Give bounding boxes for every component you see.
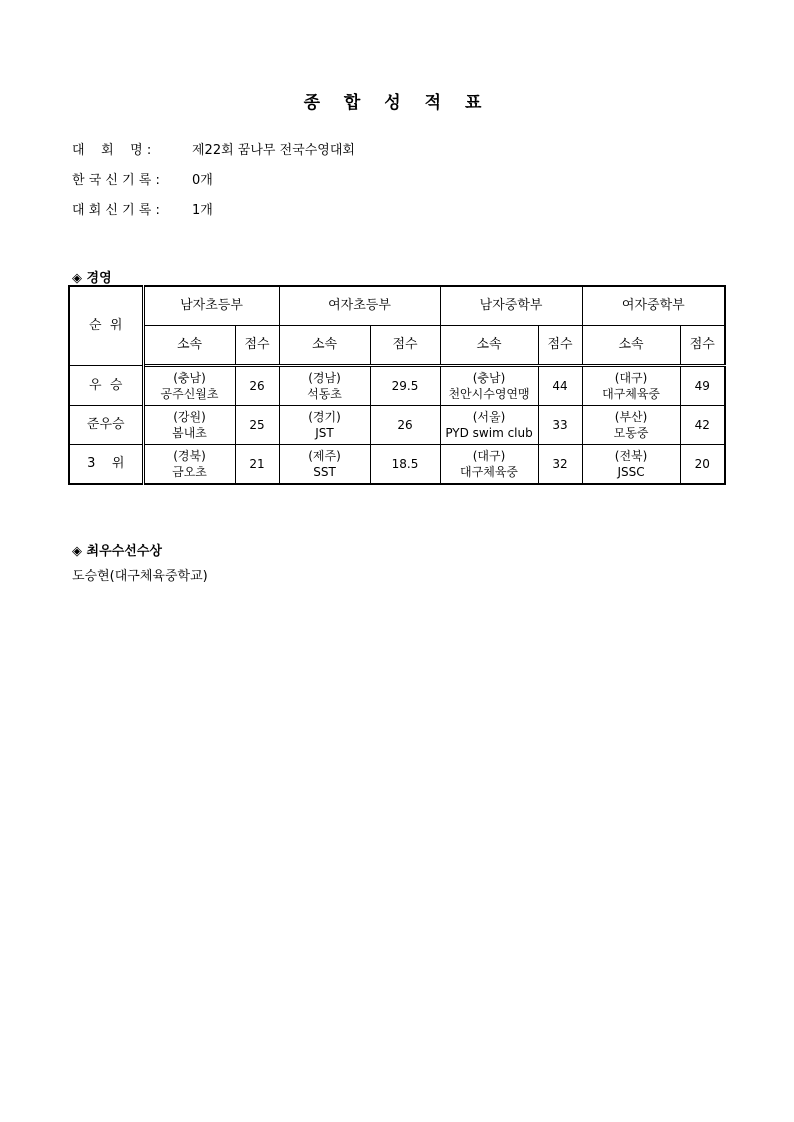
score-header: 점수 [370,326,440,366]
team-text: JSSC [617,465,645,479]
rank-header: 순 위 [69,286,143,366]
info-label: 대 회 명 : [72,143,152,158]
region-text: (대구) [472,449,506,463]
info-row-meet-name [72,139,355,158]
team-text: 천안시수영연맹 [448,387,530,401]
affiliation-cell [279,445,370,485]
affiliation-header: 소속 [582,326,680,366]
score-cell: 42 [680,406,725,445]
score-cell: 26 [235,366,279,406]
affiliation-cell [440,445,538,485]
score-cell: 25 [235,406,279,445]
table-row [69,406,725,445]
affiliation-cell [582,445,680,485]
team-text: JST [315,426,334,440]
table-row [69,445,725,485]
region-text: (대구) [614,371,648,385]
rank-cell: 우 승 [69,366,143,406]
team-text: 봄내초 [172,426,207,440]
score-cell: 44 [538,366,582,406]
score-header: 점수 [680,326,725,366]
region-text: (전북) [614,449,648,463]
score-cell: 18.5 [370,445,440,485]
affiliation-cell [582,406,680,445]
affiliation-header: 소속 [143,326,235,366]
team-text: 대구체육중 [460,465,519,479]
score-cell: 29.5 [370,366,440,406]
info-label: 대 회 신 기 록 : [72,203,160,218]
division-header: 남자중학부 [440,286,582,326]
info-row-korean-record [72,169,213,188]
team-text: PYD swim club [445,426,533,440]
info-value: 0개 [192,173,213,188]
division-header: 여자중학부 [582,286,725,326]
table-row [69,366,725,406]
affiliation-cell [279,366,370,406]
region-text: (서울) [472,410,506,424]
rank-cell: 3 위 [69,445,143,485]
best-player-name: 도승현(대구체육중학교) [72,569,208,584]
region-text: (부산) [614,410,648,424]
affiliation-cell [440,366,538,406]
affiliation-header: 소속 [440,326,538,366]
region-text: (제주) [308,449,341,463]
info-label: 한 국 신 기 록 : [72,173,160,188]
region-text: (경기) [308,410,341,424]
info-row-meet-record [72,199,213,218]
score-cell: 49 [680,366,725,406]
affiliation-header: 소속 [279,326,370,366]
affiliation-cell [143,366,235,406]
score-header: 점수 [538,326,582,366]
team-text: SST [313,465,336,479]
section-heading-best-player: ◈ 최우수선수상 [72,544,162,559]
affiliation-cell [440,406,538,445]
score-cell: 32 [538,445,582,485]
team-text: 모동중 [613,426,649,440]
rank-cell: 준우승 [69,406,143,445]
score-header: 점수 [235,326,279,366]
section-heading-swimming: ◈ 경영 [72,271,112,286]
score-cell: 33 [538,406,582,445]
score-cell: 21 [235,445,279,485]
header-row-sub [69,326,725,366]
team-text: 대구체육중 [602,387,661,401]
region-text: (강원) [173,410,206,424]
region-text: (충남) [173,371,206,385]
affiliation-cell [279,406,370,445]
team-text: 금오초 [172,465,207,479]
team-text: 공주신월초 [160,387,219,401]
affiliation-cell [582,366,680,406]
region-text: (경남) [308,371,341,385]
division-header: 여자초등부 [279,286,440,326]
results-table [68,285,726,485]
header-row-divisions [69,286,725,326]
affiliation-cell [143,406,235,445]
region-text: (경북) [173,449,206,463]
score-cell: 20 [680,445,725,485]
info-value: 1개 [192,203,213,218]
page-title: 종 합 성 적 표 [303,93,491,113]
affiliation-cell [143,445,235,485]
score-cell: 26 [370,406,440,445]
info-value: 제22회 꿈나무 전국수영대회 [192,143,355,158]
region-text: (충남) [472,371,506,385]
division-header: 남자초등부 [143,286,279,326]
team-text: 석동초 [307,387,342,401]
